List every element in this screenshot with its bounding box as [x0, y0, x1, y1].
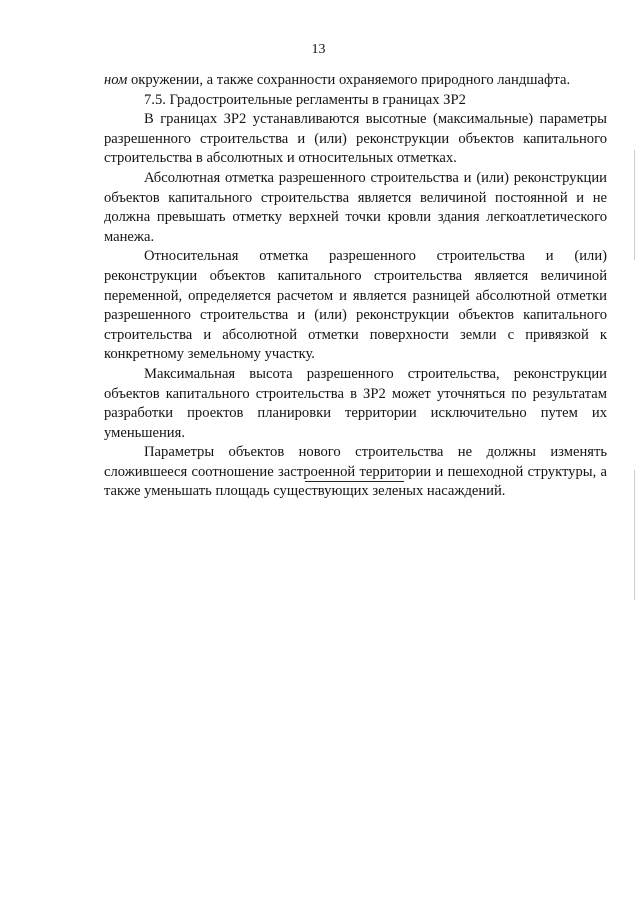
paragraph-maximum-height: Максимальная высота разрешенного строительства, реконструкции объектов капитального строительства в ЗР2 может уточняться по результатам разработки проектов планировки территории исключительно путем их уменьшения.: [104, 365, 607, 441]
page-number: 13: [311, 42, 326, 57]
scan-edge-mark: [634, 470, 635, 600]
continuation-text: окружении, а также сохранности охраняемого природного ландшафта.: [127, 72, 571, 88]
paragraph-relative-mark: Относительная отметка разрешенного строительства и (или) реконструкции объектов капитального строительства является величиной переменной, определяется расчетом и является разницей абсолютной отметки разрешенного строительства и (или) реконструкции объектов капитального строительства и абсолютной отметки поверхности земли с привязкой к конкретному земельному участку.: [104, 248, 607, 363]
paragraph-altitude-parameters: В границах ЗР2 устанавливаются высотные (максимальные) параметры разрешенного строительства и (или) реконструкции объектов капитального строительства в абсолютных и относительных отметках.: [104, 111, 607, 167]
section-heading: 7.5. Градостроительные регламенты в границах ЗР2: [144, 91, 466, 108]
continuation-word: ном: [104, 72, 128, 88]
end-separator-line: [305, 481, 404, 482]
paragraph-absolute-mark: Абсолютная отметка разрешенного строительства и (или) реконструкции объектов капитального строительства является величиной постоянной и не должна превышать отметку верхней точки кровли здания легкоатлетического манежа.: [104, 169, 607, 245]
paragraph-new-construction: Параметры объектов нового строительства не должны изменять сложившееся соотношение застроенной территории и пешеходной структуры, а также уменьшать площадь существующих зеленых насаждений.: [104, 444, 607, 500]
document-body: [104, 71, 607, 502]
continuation-paragraph: [104, 71, 607, 91]
scan-edge-mark: [634, 150, 635, 260]
